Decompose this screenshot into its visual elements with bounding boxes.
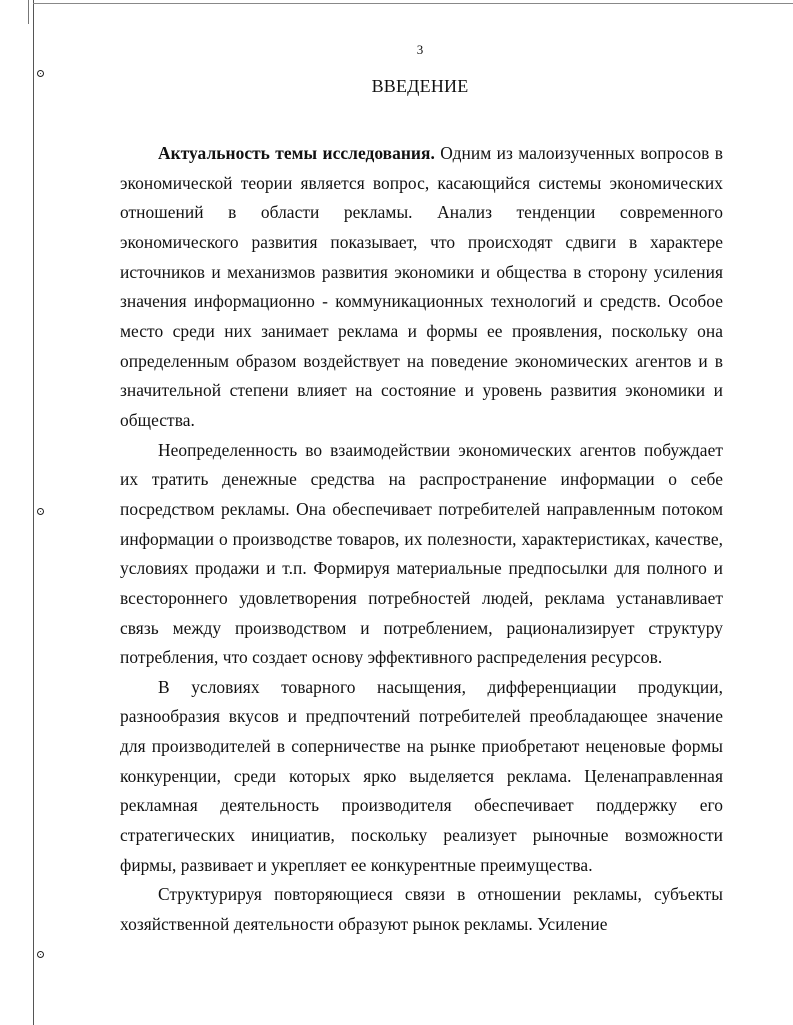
body-text <box>120 139 723 940</box>
page-number: 3 <box>416 42 424 57</box>
binding-edge-line <box>33 0 34 1025</box>
binder-hole-icon <box>37 508 44 515</box>
paragraph-relevance <box>120 139 723 436</box>
section-heading: ВВЕДЕНИЕ <box>371 76 469 96</box>
binder-hole-icon <box>37 70 44 77</box>
paragraph-competition <box>120 673 723 881</box>
paragraph-uncertainty <box>120 436 723 673</box>
binder-hole-icon <box>37 951 44 958</box>
paragraph-text: В условиях товарного насыщения, дифференциации продукции, разнообразия вкусов и предпочтений потребителей преобладающее значение для производителей в соперничестве на рынке приобретают неценовые формы конкуренции, среди которых ярко выделяется реклама. Целенаправленная рекламная деятельность производителя обеспечивает поддержку его стратегических инициатив, поскольку реализует рыночные возможности фирмы, развивает и укрепляет ее конкурентные преимущества. <box>120 676 723 875</box>
paragraph-text: Одним из малоизученных вопросов в экономической теории является вопрос, касающийся системы экономических отношений в области рекламы. Анализ тенденции современного экономического развития показывает, что происходят сдвиги в характере источников и механизмов развития экономики и общества в сторону усиления значения информационно - коммуникационных технологий и средств. Особое место среди них занимает реклама и формы ее проявления, поскольку она определенным образом воздействует на поведение экономических агентов и в значительной степени влияет на состояние и уровень развития экономики и общества. <box>120 143 723 430</box>
page-top-edge <box>33 3 793 4</box>
paragraph-lead: Актуальность темы исследования. <box>158 143 435 163</box>
paragraph-text: Неопределенность во взаимодействии экономических агентов побуждает их тратить денежные средства на распространение информации о себе посредством рекламы. Она обеспечивает потребителей направленным потоком информации о производстве товаров, их полезности, характеристиках, качестве, условиях продажи и т.п. Формируя материальные предпосылки для полного и всестороннего удовлетворения потребностей людей, реклама устанавливает связь между производством и потреблением, рационализирует структуру потребления, что создает основу эффективного распределения ресурсов. <box>120 439 723 668</box>
paragraph-market <box>120 880 723 939</box>
scan-edge-mark <box>28 0 29 24</box>
paragraph-text: Структурируя повторяющиеся связи в отношении рекламы, субъекты хозяйственной деятельности образуют рынок рекламы. Усиление <box>120 884 723 935</box>
